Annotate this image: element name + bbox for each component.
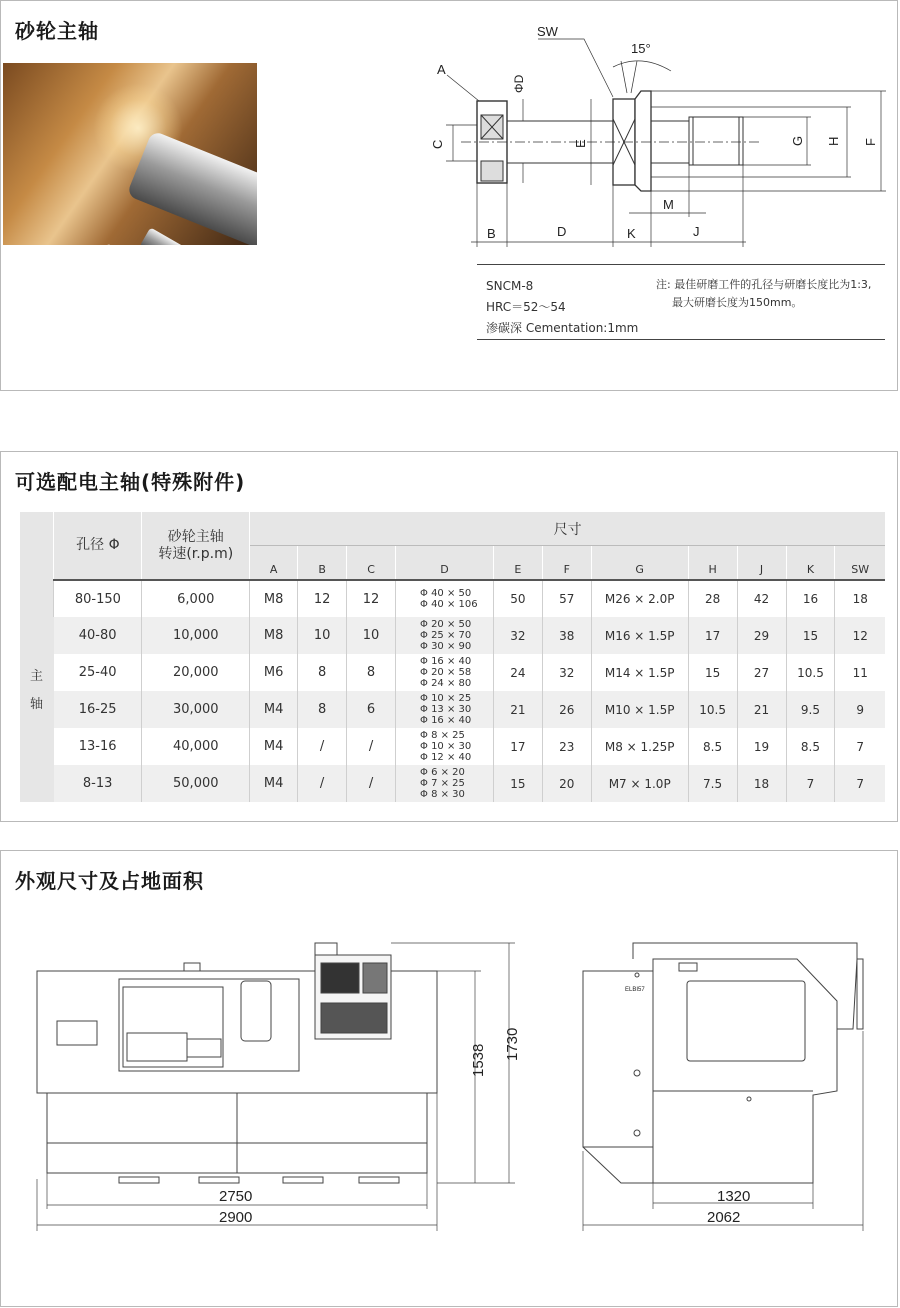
subheader-d: D bbox=[396, 546, 494, 581]
label-a: A bbox=[437, 62, 446, 77]
cell-d bbox=[396, 654, 494, 691]
cell-k: 16 bbox=[786, 580, 835, 617]
header-bore: 孔径 Φ bbox=[54, 512, 142, 580]
cell-speed: 20,000 bbox=[142, 654, 250, 691]
cell-b: 8 bbox=[298, 691, 347, 728]
cell-d bbox=[396, 580, 494, 617]
cell-sw: 18 bbox=[835, 580, 885, 617]
cell-d-line: Φ 25 × 70 bbox=[420, 630, 472, 641]
cell-d-line: Φ 16 × 40 bbox=[420, 656, 472, 667]
cell-speed: 30,000 bbox=[142, 691, 250, 728]
cell-d bbox=[396, 691, 494, 728]
control-screen bbox=[321, 963, 359, 993]
cell-g: M16 × 1.5P bbox=[591, 617, 688, 654]
cell-a: M8 bbox=[250, 580, 298, 617]
subheader-a: A bbox=[250, 546, 298, 581]
label-g: G bbox=[790, 135, 805, 146]
axis-label bbox=[20, 580, 54, 802]
cell-h: 17 bbox=[688, 617, 737, 654]
section-title: 外观尺寸及占地面积 bbox=[15, 869, 204, 893]
cell-d-line: Φ 8 × 25 bbox=[420, 730, 465, 741]
cell-d-line: Φ 6 × 20 bbox=[420, 767, 465, 778]
table-row bbox=[20, 617, 886, 654]
label-sw: SW bbox=[537, 24, 558, 39]
cell-h: 10.5 bbox=[688, 691, 737, 728]
cell-k: 9.5 bbox=[786, 691, 835, 728]
cell-bore: 40-80 bbox=[54, 617, 142, 654]
cell-e: 17 bbox=[493, 728, 542, 765]
header-speed: 砂轮主轴 转速(r.p.m) bbox=[142, 512, 250, 580]
subheader-j: J bbox=[737, 546, 786, 581]
cell-d-line: Φ 16 × 40 bbox=[420, 715, 472, 726]
subheader-c: C bbox=[347, 546, 396, 581]
cell-d bbox=[396, 765, 494, 802]
cell-f: 23 bbox=[542, 728, 591, 765]
cell-f: 57 bbox=[542, 580, 591, 617]
dim-width-inner: 2750 bbox=[219, 1188, 253, 1205]
cell-d-line: Φ 13 × 30 bbox=[420, 704, 472, 715]
subheader-e: E bbox=[493, 546, 542, 581]
cell-k: 7 bbox=[786, 765, 835, 802]
cell-h: 28 bbox=[688, 580, 737, 617]
cell-k: 8.5 bbox=[786, 728, 835, 765]
cell-g: M10 × 1.5P bbox=[591, 691, 688, 728]
label-phi-d: ΦD bbox=[512, 74, 526, 93]
cell-j: 18 bbox=[737, 765, 786, 802]
cell-sw: 7 bbox=[835, 728, 885, 765]
cell-d-line: Φ 20 × 50 bbox=[420, 619, 472, 630]
spindle-spec-table bbox=[19, 512, 885, 802]
section-title: 可选配电主轴(特殊附件) bbox=[15, 470, 246, 494]
optional-spindle-panel bbox=[0, 451, 898, 822]
cell-speed: 50,000 bbox=[142, 765, 250, 802]
label-f: F bbox=[863, 138, 878, 146]
cell-c: 12 bbox=[347, 580, 396, 617]
cell-f: 38 bbox=[542, 617, 591, 654]
dim-depth-outer: 2062 bbox=[707, 1209, 741, 1226]
cell-c: 6 bbox=[347, 691, 396, 728]
cell-speed: 10,000 bbox=[142, 617, 250, 654]
cell-d-line: Φ 30 × 90 bbox=[420, 641, 472, 652]
cell-b: / bbox=[298, 765, 347, 802]
cell-bore: 16-25 bbox=[54, 691, 142, 728]
cell-d-line: Φ 12 × 40 bbox=[420, 752, 472, 763]
axis-label-char-1: 主 bbox=[29, 669, 43, 684]
side-body bbox=[653, 959, 837, 1183]
dim-width-outer: 2900 bbox=[219, 1209, 253, 1226]
cell-d-line: Φ 20 × 58 bbox=[420, 667, 472, 678]
cell-d-line: Φ 24 × 80 bbox=[420, 678, 472, 689]
label-d: D bbox=[557, 224, 567, 239]
cell-j: 42 bbox=[737, 580, 786, 617]
dim-height-inner: 1538 bbox=[470, 1043, 487, 1077]
cell-c: / bbox=[347, 765, 396, 802]
axis-label-char-2: 轴 bbox=[29, 697, 43, 712]
cell-e: 50 bbox=[493, 580, 542, 617]
note-line-2: 最大研磨长度为150mm。 bbox=[672, 296, 803, 309]
cell-f: 26 bbox=[542, 691, 591, 728]
subheader-g: G bbox=[591, 546, 688, 581]
cell-d-line: Φ 8 × 30 bbox=[420, 789, 465, 800]
label-angle: 15° bbox=[631, 41, 651, 56]
cell-g: M26 × 2.0P bbox=[591, 580, 688, 617]
cell-speed: 6,000 bbox=[142, 580, 250, 617]
cell-j: 27 bbox=[737, 654, 786, 691]
axis-header-spacer bbox=[20, 512, 54, 580]
label-m: M bbox=[663, 197, 674, 212]
footprint-panel bbox=[0, 850, 898, 1307]
dim-height-outer: 1730 bbox=[504, 1027, 521, 1061]
cell-d-line: Φ 10 × 25 bbox=[420, 693, 472, 704]
cell-h: 7.5 bbox=[688, 765, 737, 802]
material-specs bbox=[486, 276, 638, 339]
label-b: B bbox=[487, 226, 496, 241]
label-h: H bbox=[826, 136, 841, 146]
cell-a: M4 bbox=[250, 728, 298, 765]
grinding-spindle-panel bbox=[0, 0, 898, 391]
cell-bore: 8-13 bbox=[54, 765, 142, 802]
cell-sw: 7 bbox=[835, 765, 885, 802]
label-e: E bbox=[573, 139, 588, 148]
spindle-dimension-diagram bbox=[1, 1, 900, 392]
cell-sw: 11 bbox=[835, 654, 885, 691]
cell-speed: 40,000 bbox=[142, 728, 250, 765]
cell-d-line: Φ 40 × 106 bbox=[420, 599, 478, 610]
side-window bbox=[687, 981, 805, 1061]
cell-h: 15 bbox=[688, 654, 737, 691]
cell-bore: 13-16 bbox=[78, 739, 117, 754]
table-row bbox=[20, 691, 886, 728]
subheader-k: K bbox=[786, 546, 835, 581]
subheader-h: H bbox=[688, 546, 737, 581]
subheader-b: B bbox=[298, 546, 347, 581]
spec-divider bbox=[477, 339, 885, 340]
section-title: 砂轮主轴 bbox=[15, 19, 99, 43]
grinding-note bbox=[656, 276, 891, 312]
cell-b: 8 bbox=[298, 654, 347, 691]
cell-d-line: Φ 7 × 25 bbox=[420, 778, 465, 789]
cell-f: 32 bbox=[542, 654, 591, 691]
cell-bore: 80-150 bbox=[54, 580, 142, 617]
cell-b: 10 bbox=[298, 617, 347, 654]
spec-hardness: HRC＝52～54 bbox=[486, 300, 566, 314]
cell-d bbox=[396, 617, 494, 654]
spec-divider-top bbox=[477, 264, 885, 265]
cell-sw: 12 bbox=[835, 617, 885, 654]
table-row bbox=[20, 580, 886, 617]
cell-e: 21 bbox=[493, 691, 542, 728]
dim-depth-inner: 1320 bbox=[717, 1188, 751, 1205]
cell-d-line: Φ 40 × 50 bbox=[420, 588, 472, 599]
subheader-f: F bbox=[542, 546, 591, 581]
cell-k: 15 bbox=[786, 617, 835, 654]
spec-cementation: 渗碳深 Cementation:1mm bbox=[486, 321, 639, 335]
table-row bbox=[20, 728, 886, 765]
cell-b: / bbox=[298, 728, 347, 765]
cell-g: M14 × 1.5P bbox=[591, 654, 688, 691]
cell-g: M7 × 1.0P bbox=[591, 765, 688, 802]
cell-j: 29 bbox=[737, 617, 786, 654]
cell-a: M6 bbox=[250, 654, 298, 691]
cell-a: M4 bbox=[250, 691, 298, 728]
cell-b: 12 bbox=[298, 580, 347, 617]
cell-j: 21 bbox=[737, 691, 786, 728]
cell-k: 10.5 bbox=[786, 654, 835, 691]
table-row bbox=[20, 765, 886, 802]
cell-a: M8 bbox=[250, 617, 298, 654]
subheader-sw: SW bbox=[835, 546, 885, 581]
cell-c: 10 bbox=[347, 617, 396, 654]
side-door bbox=[583, 971, 653, 1147]
cell-a: M4 bbox=[250, 765, 298, 802]
cell-c: / bbox=[347, 728, 396, 765]
label-j: J bbox=[693, 224, 700, 239]
cell-bore: 25-40 bbox=[78, 665, 117, 680]
cell-d bbox=[396, 728, 494, 765]
cell-f: 20 bbox=[542, 765, 591, 802]
cell-j: 19 bbox=[737, 728, 786, 765]
cell-e: 32 bbox=[493, 617, 542, 654]
cell-c: 8 bbox=[347, 654, 396, 691]
label-k: K bbox=[627, 226, 636, 241]
cell-e: 24 bbox=[493, 654, 542, 691]
cell-e: 15 bbox=[493, 765, 542, 802]
machine-outline-drawing bbox=[1, 851, 899, 1308]
cell-g: M8 × 1.25P bbox=[591, 728, 688, 765]
spec-material: SNCM-8 bbox=[486, 279, 534, 293]
door-badge: ELBI57 bbox=[625, 987, 645, 993]
note-line-1: 注: 最佳研磨工件的孔径与研磨长度比为1:3, bbox=[656, 278, 872, 291]
cell-sw: 9 bbox=[835, 691, 885, 728]
header-size: 尺寸 bbox=[250, 512, 885, 546]
table-row bbox=[20, 654, 886, 691]
label-c: C bbox=[430, 139, 445, 149]
cell-d-line: Φ 10 × 30 bbox=[420, 741, 472, 752]
cell-h: 8.5 bbox=[688, 728, 737, 765]
